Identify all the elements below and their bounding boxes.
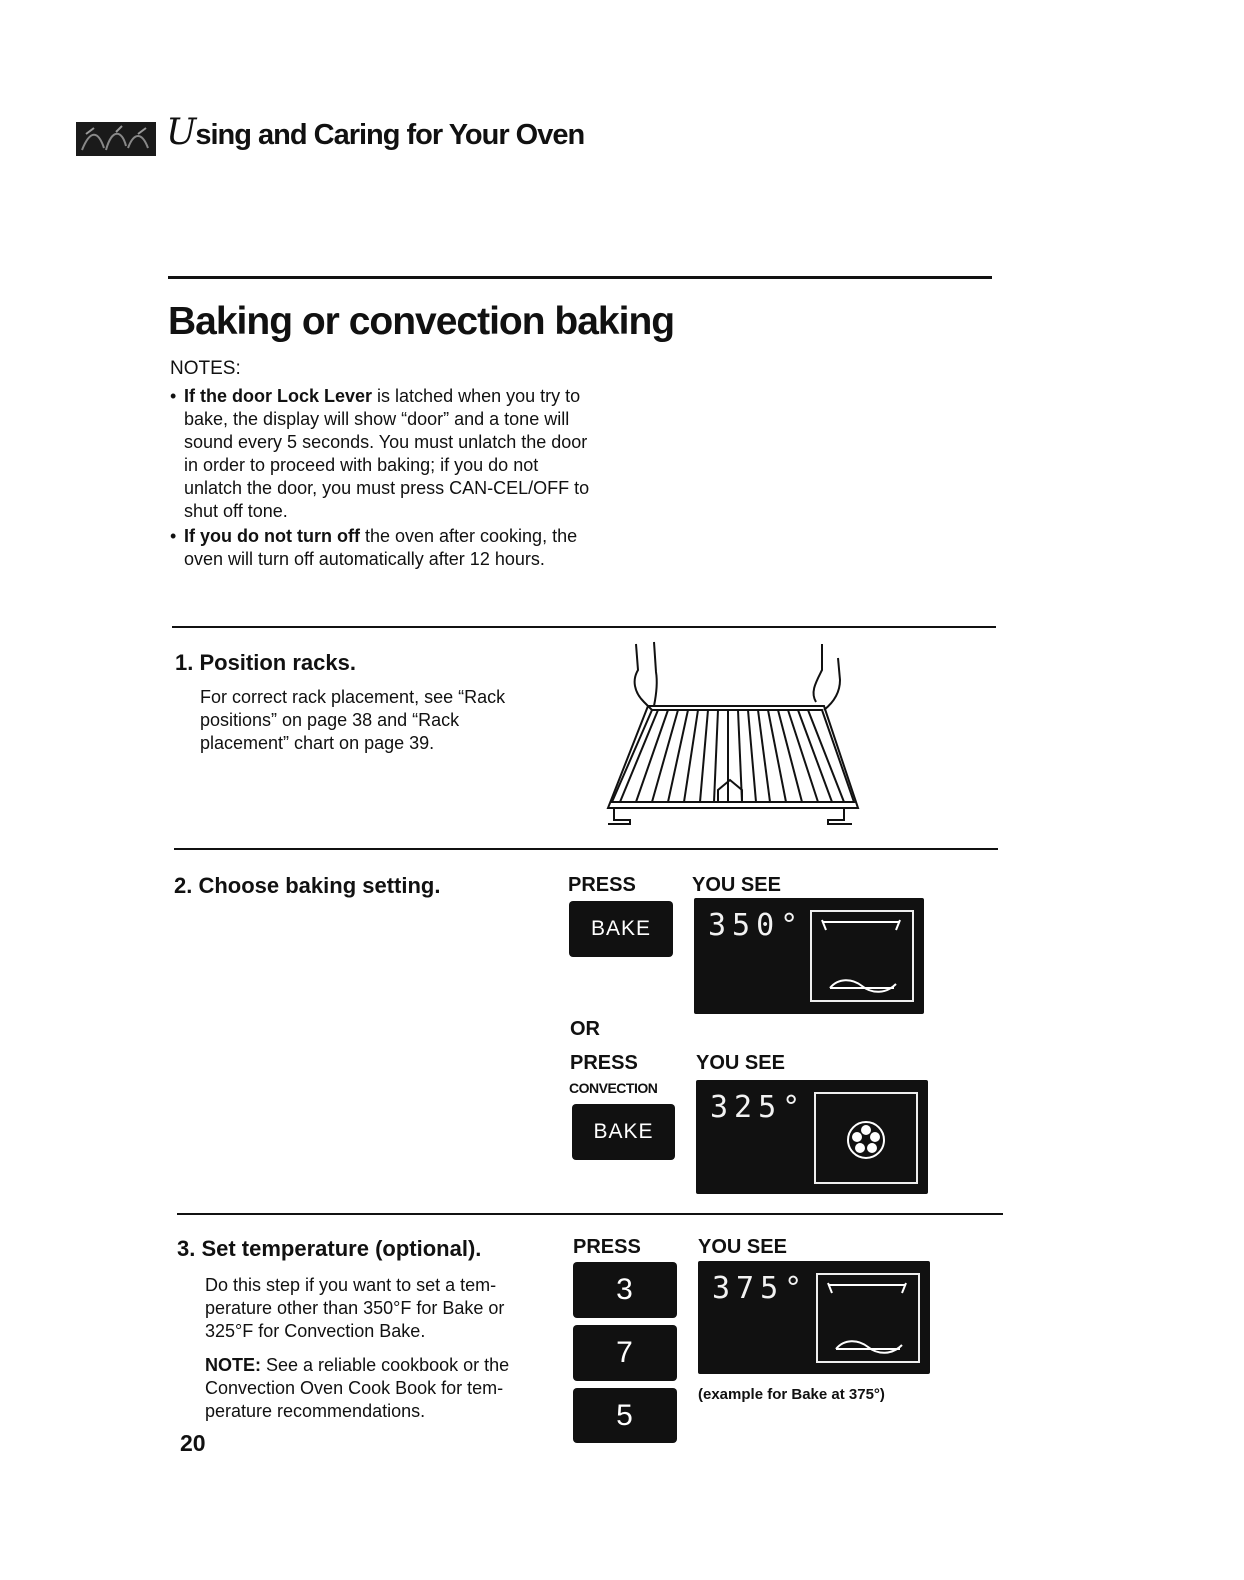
convection-bake-button[interactable]: BAKE bbox=[572, 1104, 675, 1160]
step3-note bbox=[205, 1354, 550, 1423]
display-temperature: 350° bbox=[708, 908, 805, 943]
step1-rule bbox=[172, 626, 996, 628]
bullet-icon: • bbox=[170, 386, 177, 406]
oven-rack-icon bbox=[596, 640, 866, 830]
note-text: is latched when you try to bake, the display will show “door” and a tone will sound every 5 seconds. You must unlatch the door in order to proceed with baking; if you do not unlatch the door, you must press CAN-CEL/OFF to shut off tone. bbox=[184, 386, 590, 521]
page-number: 20 bbox=[180, 1430, 206, 1456]
step3-rule bbox=[177, 1213, 1003, 1215]
step3-title: 3. Set temperature (optional). bbox=[177, 1236, 482, 1261]
oven-window-bake bbox=[810, 910, 914, 1002]
convection-label: CONVECTION bbox=[569, 1080, 658, 1096]
or-label: OR bbox=[570, 1018, 600, 1040]
header-title-initial: U bbox=[166, 112, 196, 153]
oven-window-convection bbox=[814, 1092, 918, 1184]
display-temperature: 325° bbox=[710, 1090, 807, 1125]
step3-body: Do this step if you want to set a tem-perature other than 350°F for Bake or 325°F for Convection Bake. bbox=[205, 1275, 505, 1341]
display-panel-bake bbox=[694, 898, 924, 1014]
convection-fan-icon bbox=[816, 1094, 916, 1182]
press-label: PRESS bbox=[573, 1236, 641, 1258]
note-item bbox=[170, 385, 590, 523]
step1-body: For correct rack placement, see “Rack positions” on page 38 and “Rack placement” chart on page 39. bbox=[200, 687, 506, 753]
header-logo bbox=[76, 122, 156, 156]
header-title-text: sing and Caring for Your Oven bbox=[195, 119, 585, 151]
you-see-label: YOU SEE bbox=[692, 874, 781, 896]
press-label: PRESS bbox=[568, 874, 636, 896]
press-label: PRESS bbox=[570, 1052, 638, 1074]
you-see-label: YOU SEE bbox=[698, 1236, 787, 1258]
step2-title: 2. Choose baking setting. bbox=[174, 873, 441, 898]
key-5-button[interactable]: 5 bbox=[573, 1388, 677, 1443]
step2-rule bbox=[174, 848, 998, 850]
page-title: Baking or convection baking bbox=[168, 300, 675, 343]
section-rule bbox=[168, 276, 992, 279]
header-title bbox=[166, 112, 584, 153]
note-text: the oven after cooking, the oven will turn off automatically after 12 hours. bbox=[184, 526, 578, 569]
display-panel-375 bbox=[698, 1261, 930, 1374]
oven-rack-illustration bbox=[596, 640, 866, 830]
display-panel-convection bbox=[696, 1080, 928, 1194]
note-text: See a reliable cookbook or the Convection Oven Cook Book for tem-perature recommendations. bbox=[205, 1355, 510, 1421]
bake-elements-icon bbox=[818, 1275, 918, 1361]
note-item bbox=[170, 525, 590, 571]
note-bold: If you do not turn off bbox=[184, 526, 360, 546]
key-7-button[interactable]: 7 bbox=[573, 1325, 677, 1381]
leaf-pattern-icon bbox=[76, 122, 156, 156]
oven-window-375 bbox=[816, 1273, 920, 1363]
bake-button[interactable]: BAKE bbox=[569, 901, 673, 957]
you-see-label: YOU SEE bbox=[696, 1052, 785, 1074]
key-3-button[interactable]: 3 bbox=[573, 1262, 677, 1318]
note-bold: NOTE: bbox=[205, 1355, 261, 1375]
note-bold: If the door Lock Lever bbox=[184, 386, 373, 406]
notes-label: NOTES: bbox=[170, 358, 241, 379]
bake-elements-icon bbox=[812, 912, 912, 1000]
display-temperature: 375° bbox=[712, 1271, 809, 1306]
bullet-icon: • bbox=[170, 526, 177, 546]
notes-list bbox=[170, 385, 590, 573]
example-caption: (example for Bake at 375°) bbox=[698, 1386, 885, 1403]
step1-title: 1. Position racks. bbox=[175, 650, 356, 675]
